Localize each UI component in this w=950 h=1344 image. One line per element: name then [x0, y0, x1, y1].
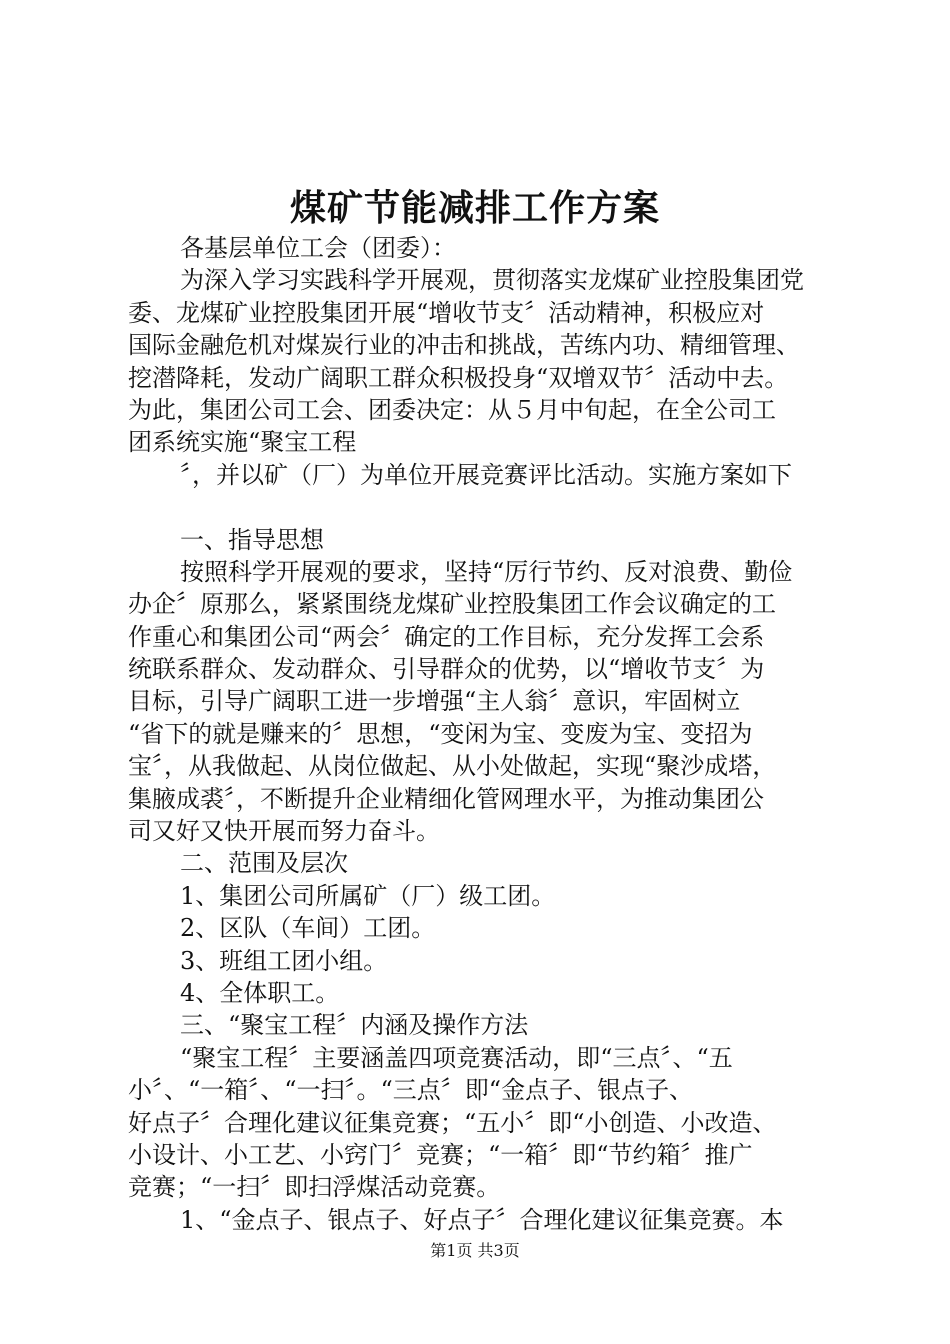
paragraph-line: 委、龙煤矿业控股集团开展“增收节支〞活动精神，积极应对: [128, 298, 765, 327]
section-heading: 二、范围及层次: [180, 849, 348, 878]
paragraph-line: 团系统实施“聚宝工程: [128, 428, 357, 457]
paragraph-line: 竞赛；“一扫〞即扫浮煤活动竞赛。: [128, 1173, 501, 1202]
list-item: 2、区队（车间）工团。: [180, 914, 436, 943]
paragraph-line: 为深入学习实践科学开展观，贯彻落实龙煤矿业控股集团党: [180, 266, 804, 295]
paragraph-line: 〞，并以矿（厂）为单位开展竞赛评比活动。实施方案如下: [180, 460, 792, 489]
paragraph-line: 作重心和集团公司“两会〞确定的工作目标，充分发挥工会系: [128, 622, 765, 651]
paragraph-line: 小〞、“一箱〞、“一扫〞。“三点〞即“金点子、银点子、: [128, 1076, 694, 1105]
paragraph-line: 国际金融危机对煤炭行业的冲击和挑战，苦练内功、精细管理、: [128, 331, 800, 360]
section-heading: 一、指导思想: [180, 525, 324, 554]
paragraph-line: 办企〞原那么，紧紧围绕龙煤矿业控股集团工作会议确定的工: [128, 590, 776, 619]
salutation-line: 各基层单位工会（团委）：: [180, 234, 456, 262]
paragraph-line: 统联系群众、发动群众、引导群众的优势，以“增收节支〞为: [128, 655, 765, 684]
list-item: 4、全体职工。: [180, 978, 340, 1007]
list-item: 1、集团公司所属矿（厂）级工团。: [180, 881, 556, 910]
paragraph-line: “聚宝工程〞主要涵盖四项竞赛活动，即“三点〞、“五: [180, 1043, 733, 1072]
paragraph-line: 为此，集团公司工会、团委决定：从５月中旬起，在全公司工: [128, 395, 776, 424]
paragraph-line: 好点子〞合理化建议征集竞赛；“五小〞即“小创造、小改造、: [128, 1108, 777, 1137]
paragraph-line: “省下的就是赚来的〞思想，“变闲为宝、变废为宝、变招为: [128, 719, 753, 748]
paragraph-line: 集腋成裘〞，不断提升企业精细化管网理水平，为推动集团公: [128, 784, 764, 813]
blank-line: [128, 491, 848, 523]
list-item: 1、“金点子、银点子、好点子〞合理化建议征集竞赛。本: [180, 1205, 784, 1234]
document-title: 煤矿节能减排工作方案: [289, 187, 660, 229]
paragraph-line: 司又好又快开展而努力奋斗。: [128, 817, 440, 846]
paragraph-line: 宝〞，从我做起、从岗位做起、从小处做起，实现“聚沙成塔，: [128, 752, 777, 781]
list-item: 3、班组工团小组。: [180, 946, 388, 975]
paragraph-line: 按照科学开展观的要求，坚持“厉行节约、反对浪费、勤俭: [180, 557, 793, 586]
page-footer: 第1页 共3页: [430, 1241, 520, 1260]
section-heading: 三、“聚宝工程〞内涵及操作方法: [180, 1011, 529, 1040]
paragraph-line: 目标，引导广阔职工进一步增强“主人翁〞意识，牢固树立: [128, 687, 741, 716]
document-body: [128, 232, 848, 1236]
paragraph-line: 小设计、小工艺、小窍门〞竞赛；“一箱〞即“节约箱〞推广: [128, 1140, 753, 1169]
paragraph-line: 挖潜降耗，发动广阔职工群众积极投身“双增双节〞活动中去。: [128, 363, 789, 392]
